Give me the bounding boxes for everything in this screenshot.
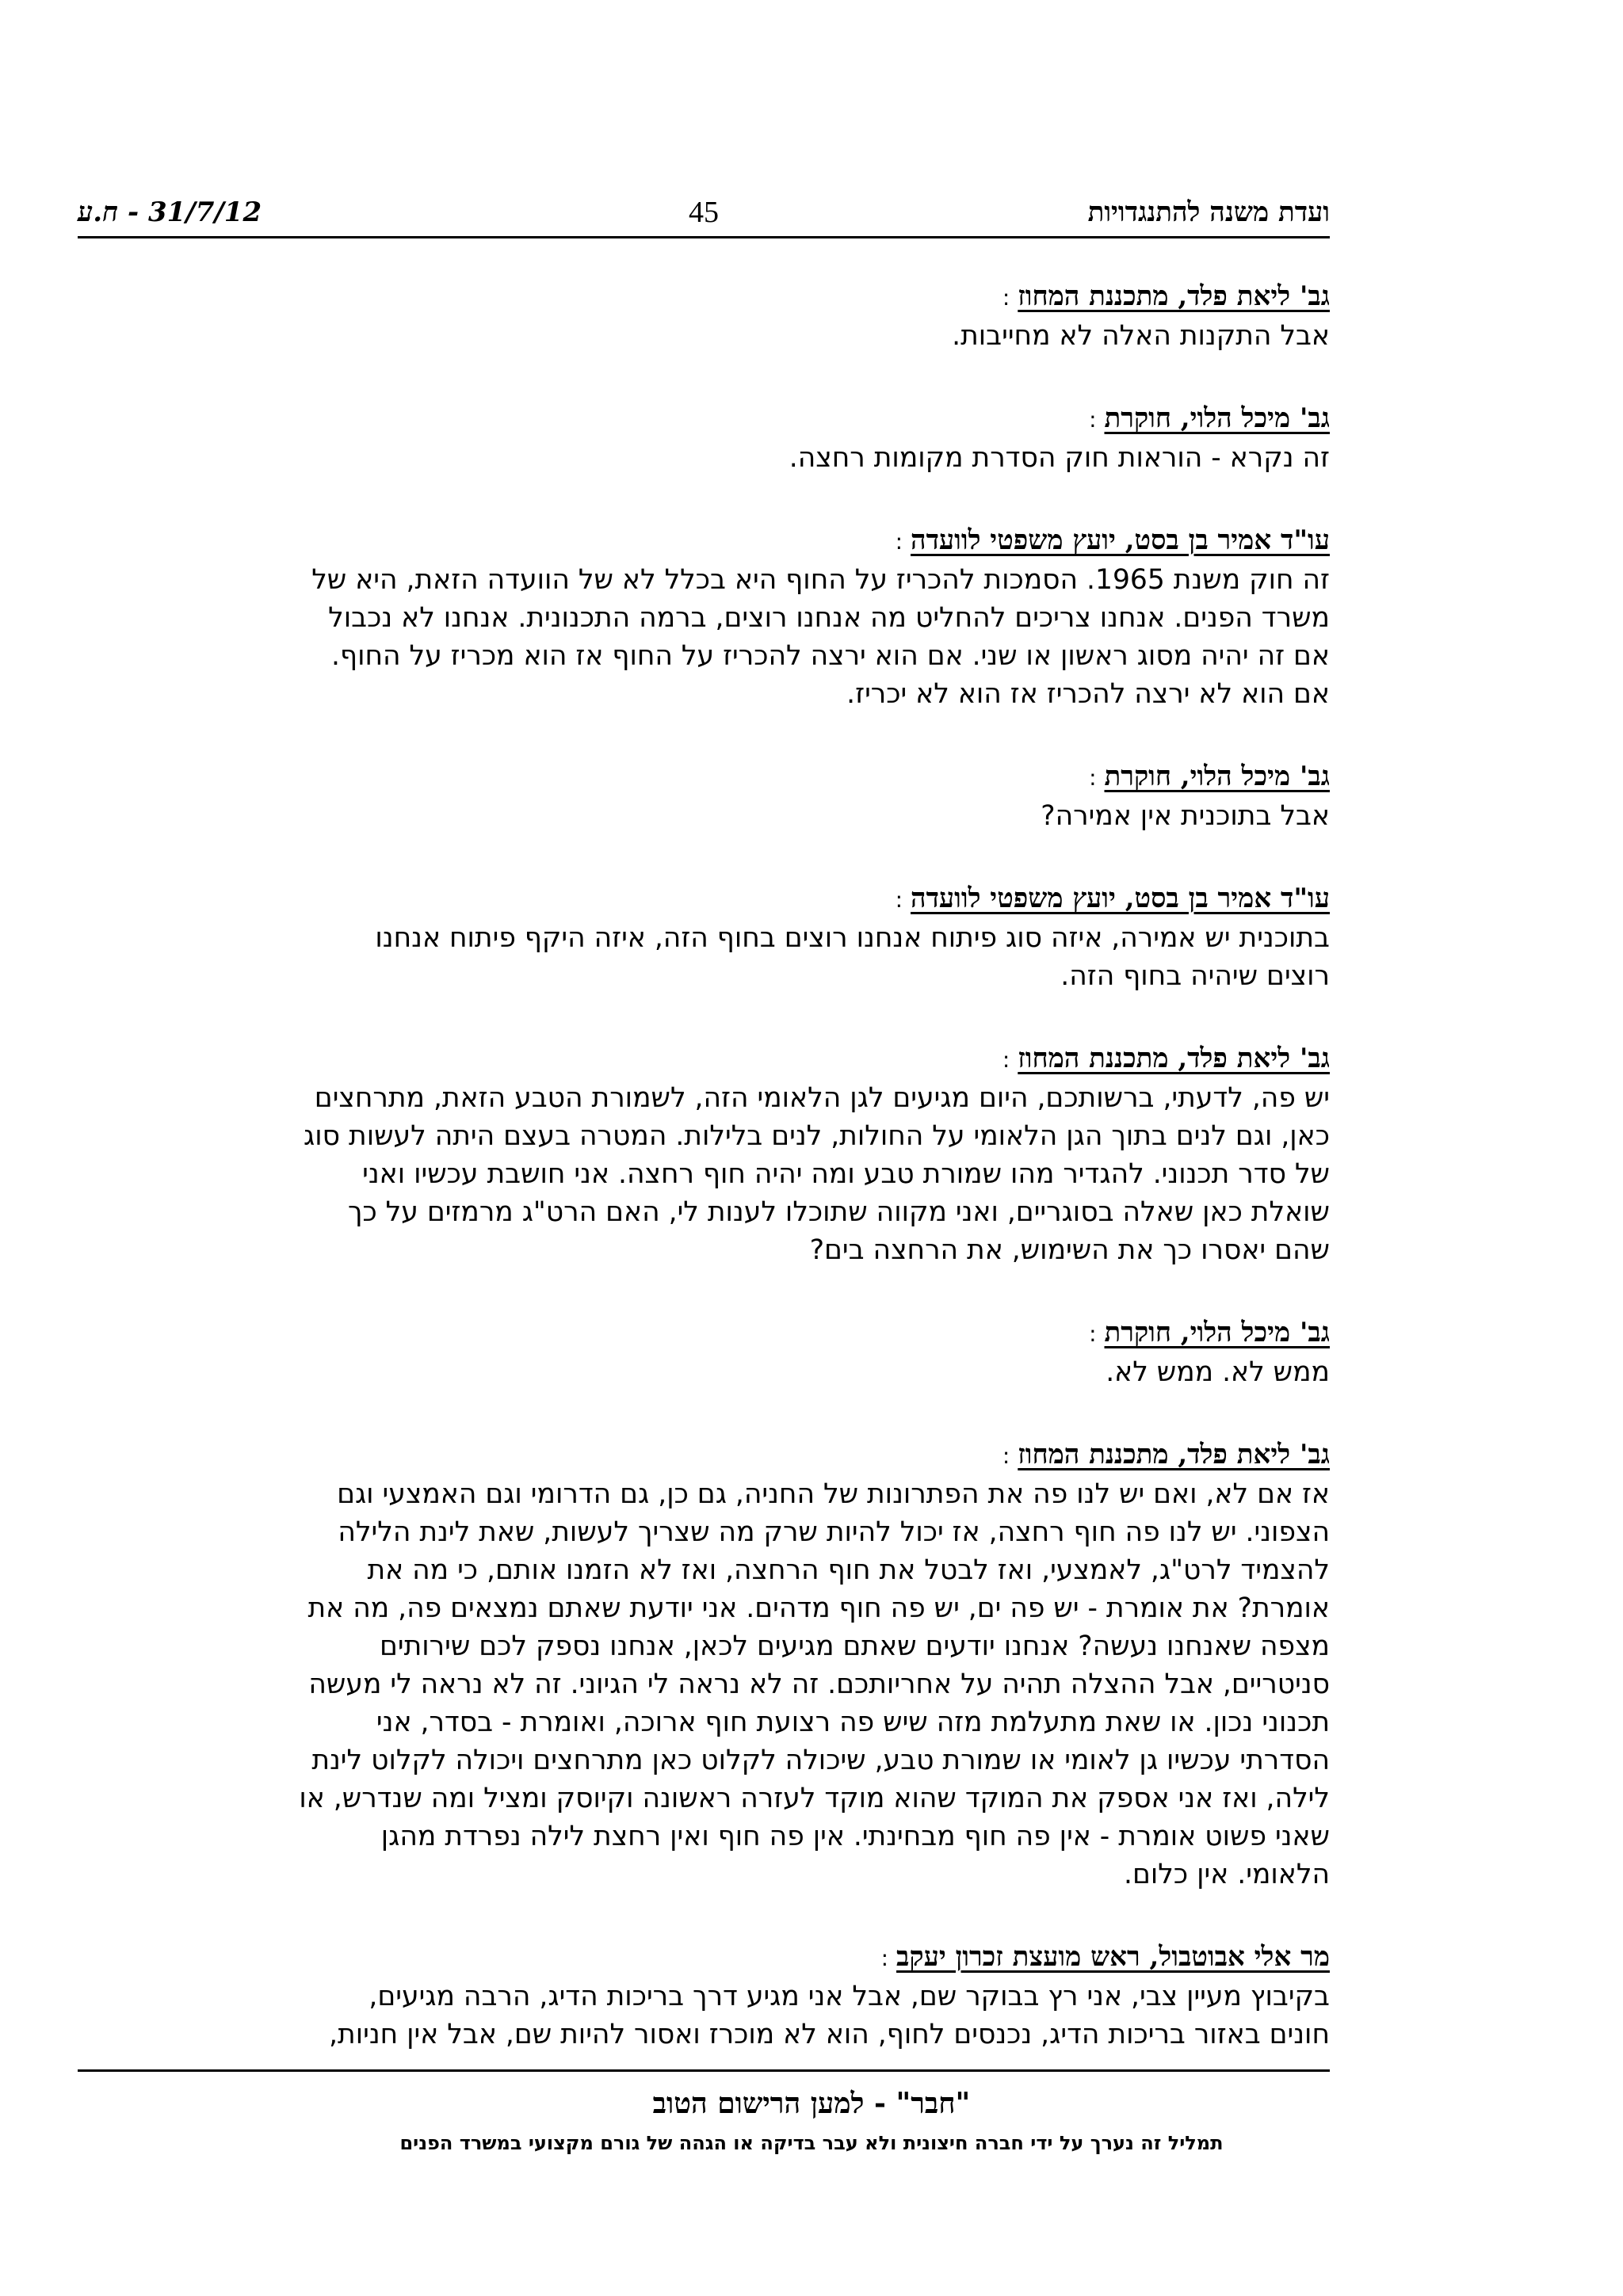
speech-line: משרד הפנים. אנחנו צריכים להחליט מה אנחנו רוצים, ברמה התכנונית. אנחנו לא נכבול [328, 602, 1330, 634]
speaker-name: עו"ד אמיר בן בסט, יועץ משפטי לוועדה [911, 883, 1330, 914]
speech-block [78, 399, 1330, 477]
speaker-name: גב' מיכל הלוי, חוקרת [1104, 402, 1330, 434]
speech-line: אבל התקנות האלה לא מחייבות. [952, 320, 1330, 352]
speaker-colon: : [880, 1945, 889, 1971]
speaker-colon: : [1002, 284, 1010, 311]
speech-line: אם הוא לא ירצה להכריז אז הוא לא יכריז. [846, 678, 1330, 710]
speaker-name: גב' ליאת פלד, מתכננת המחוז [1018, 1439, 1330, 1470]
speaker-colon: : [1002, 1047, 1010, 1073]
speaker-heading [78, 879, 1330, 919]
speech-line: תכנוני נכון. או שאת מתעלמת מזה שיש פה רצועת חוף ארוכה, ואומרת - בסדר, אני [376, 1707, 1330, 1738]
speaker-heading [78, 1938, 1330, 1978]
speaker-name: מר אלי אבוטבול, ראש מועצת זכרון יעקב [896, 1941, 1330, 1973]
speech-line: חונים באזור בריכות הדיג, נכנסים לחוף, הוא לא מוכרז ואסור להיות שם, אבל אין חניות, [329, 2019, 1330, 2050]
speech-line: ממש לא. ממש לא. [1106, 1356, 1330, 1388]
speech-block [78, 277, 1330, 355]
page-number: 45 [689, 196, 719, 229]
speech-line: הצפוני. יש לנו פה חוף רחצה, אז יכול להיות שרק מה שצריך לעשות, שאת לינת הלילה [338, 1516, 1330, 1548]
speech-line: להצמיד לרט"ג, לאמצעי, ואז לבטל את חוף הרחצה, ואז לא הזמנו אותם, כי מה את [367, 1554, 1330, 1586]
speech-line: זה נקרא - הוראות חוק הסדרת מקומות רחצה. [789, 442, 1330, 474]
speech-line: הלאומי. אין כלום. [1124, 1859, 1330, 1890]
transcript-body [78, 277, 1330, 2098]
speech-line: כאן, וגם לנים בתוך הגן הלאומי על החולות, לנים בלילות. המטרה בעצם היתה לעשות סוג [304, 1120, 1330, 1152]
speaker-name: גב' מיכל הלוי, חוקרת [1104, 761, 1330, 792]
speech-line: סניטריים, אבל ההצלה תהיה על אחריותכם. זה לא נראה לי הגיוני. זה לא נראה לי מעשה [308, 1669, 1330, 1700]
speech-line: אומרת? את אומרת - יש פה ים, יש פה חוף מדהים. אני יודעת שאתם נמצאים פה, מה את [307, 1592, 1330, 1624]
speech-line: רוצים שיהיה בחוף הזה. [1060, 960, 1330, 992]
footer-disclaimer: תמליל זה נערך על ידי חברה חיצונית ולא עבר בדיקה או הגהה של גורם מקצועי במשרד הפנים [399, 2132, 1224, 2154]
speech-line: הסדרתי עכשיו גן לאומי או שמורת טבע, שיכולה לקלוט כאן מתרחצים ויכולה לקלוט לינת [311, 1745, 1330, 1776]
footer-title: "חבר" - למען הרישום הטוב [652, 2087, 971, 2120]
committee-name: ועדת משנה להתנגדויות [1087, 196, 1330, 228]
speech-block [78, 521, 1330, 713]
speech-block [78, 757, 1330, 835]
speech-line: זה חוק משנת 1965. הסמכות להכריז על החוף היא בכלל לא של הוועדה הזאת, היא של [311, 564, 1330, 596]
speech-line: שאני פשוט אומרת - אין פה חוף מבחינתי. אין פה חוף ואין רחצת לילה נפרדת מהגן [380, 1821, 1330, 1852]
speech-block [78, 1039, 1330, 1269]
speech-block [78, 1314, 1330, 1391]
speaker-heading [78, 1314, 1330, 1353]
speaker-name: גב' ליאת פלד, מתכננת המחוז [1018, 1043, 1330, 1074]
speaker-heading [78, 1436, 1330, 1475]
date-code: 31/7/12 - ח.ע [78, 196, 262, 228]
speech-block [78, 1938, 1330, 2054]
speech-line: שהם יאסרו כך את השימוש, את הרחצה בים? [809, 1234, 1330, 1266]
speech-line: אז אם לא, ואם יש לנו פה את הפתרונות של החניה, גם כן, גם הדרומי וגם האמצעי וגם [337, 1478, 1330, 1510]
speech-line: יש פה, לדעתי, ברשותכם, היום מגיעים לגן הלאומי הזה, לשמורת הטבע הזאת, מתרחצים [314, 1082, 1330, 1114]
footer-divider [78, 2069, 1330, 2072]
speech-line: אבל בתוכנית אין אמירה? [1041, 800, 1330, 832]
speaker-colon: : [895, 887, 903, 913]
speaker-colon: : [1089, 1321, 1097, 1347]
speech-line: מצפה שאנחנו נעשה? אנחנו יודעים שאתם מגיעים לכאן, אנחנו נספק לכם שירותים [379, 1630, 1330, 1662]
speech-line: בתוכנית יש אמירה, איזה סוג פיתוח אנחנו רוצים בחוף הזה, איזה היקף פיתוח אנחנו [375, 922, 1330, 954]
speaker-colon: : [1089, 765, 1097, 791]
speech-line: של סדר תכנוני. להגדיר מהו שמורת טבע ומה יהיה חוף רחצה. אני חושבת עכשיו ואני [362, 1158, 1330, 1190]
speaker-heading [78, 757, 1330, 797]
speaker-heading [78, 277, 1330, 317]
speaker-heading [78, 399, 1330, 439]
speaker-colon: : [895, 528, 903, 555]
speaker-name: עו"ד אמיר בן בסט, יועץ משפטי לוועדה [911, 524, 1330, 556]
speech-line: בקיבוץ מעיין צבי, אני רץ בבוקר שם, אבל אני מגיע דרך בריכות הדיג, הרבה מגיעים, [369, 1981, 1330, 2012]
speech-block [78, 879, 1330, 995]
speaker-colon: : [1002, 1443, 1010, 1469]
speech-line: לילה, ואז אני אספק את המוקד שהוא מוקד לעזרה ראשונה וקיוסק ומציל ומה שנדרש, או [299, 1783, 1330, 1814]
speaker-heading [78, 1039, 1330, 1079]
speaker-name: גב' מיכל הלוי, חוקרת [1104, 1317, 1330, 1348]
speech-line: אם זה יהיה מסוג ראשון או שני. אם הוא ירצה להכריז על החוף אז הוא מכריז על החוף. [331, 640, 1330, 672]
speech-line: שואלת כאן שאלה בסוגריים, ואני מקווה שתוכלו לענות לי, האם הרט"ג מרמזים על כך [347, 1196, 1330, 1228]
speech-block [78, 1436, 1330, 1894]
speaker-name: גב' ליאת פלד, מתכננת המחוז [1018, 280, 1330, 312]
speaker-heading [78, 521, 1330, 561]
speaker-colon: : [1089, 406, 1097, 433]
page-header [78, 190, 1330, 238]
